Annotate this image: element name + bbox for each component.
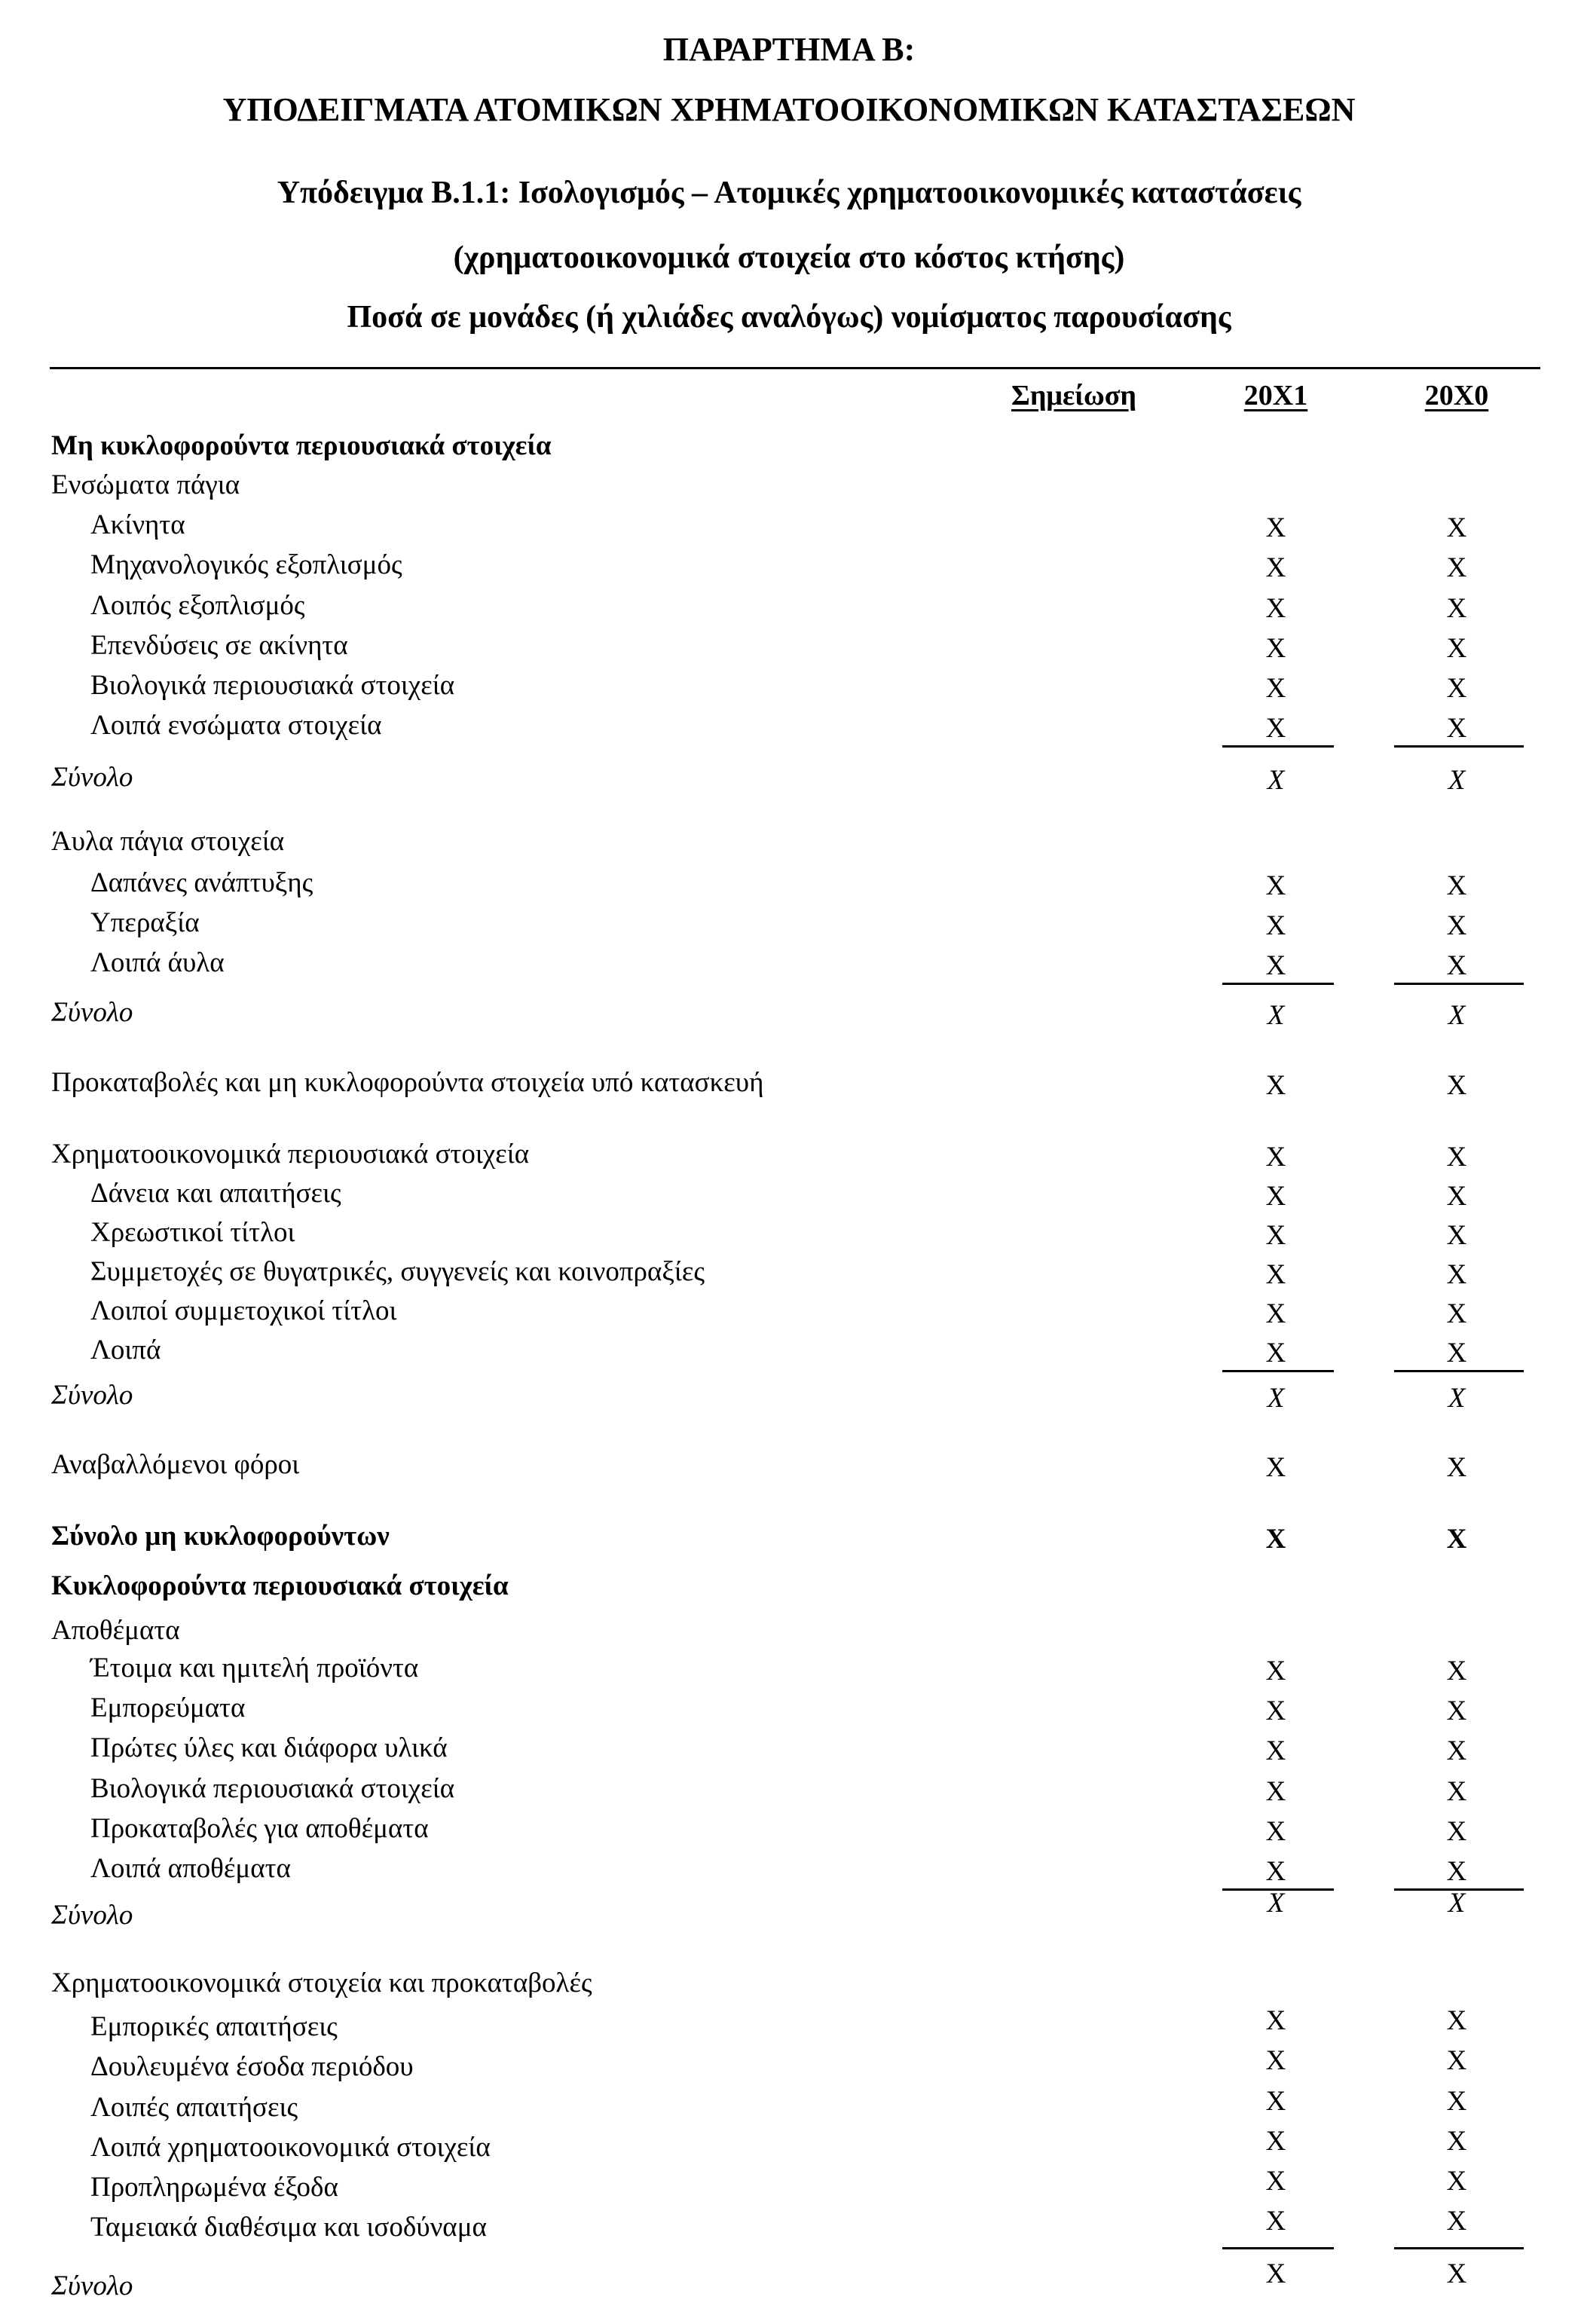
row-label: Βιολογικά περιουσιακά στοιχεία bbox=[90, 1773, 455, 1804]
value-20x1: X bbox=[1265, 1259, 1286, 1290]
column-header-20x0: 20X0 bbox=[1424, 380, 1489, 411]
row-label: Εμπορικές απαιτήσεις bbox=[90, 2011, 338, 2042]
value-20x0: X bbox=[1446, 1856, 1467, 1887]
value-20x0: X bbox=[1448, 765, 1466, 796]
value-20x1: X bbox=[1265, 593, 1286, 624]
value-20x0: X bbox=[1446, 673, 1467, 704]
value-20x1: X bbox=[1265, 870, 1286, 901]
table-row bbox=[0, 996, 1578, 1034]
annex-title: ΠΑΡΑΡΤΗΜΑ Β: bbox=[662, 31, 916, 68]
value-20x1: X bbox=[1265, 1070, 1286, 1101]
table-row bbox=[0, 1295, 1578, 1332]
subtotal-underline bbox=[1222, 2247, 1334, 2249]
value-20x1: X bbox=[1265, 1181, 1286, 1212]
table-row bbox=[0, 1812, 1578, 1850]
value-20x1: X bbox=[1265, 2086, 1286, 2117]
table-row bbox=[0, 549, 1578, 586]
row-label: Προκαταβολές για αποθέματα bbox=[90, 1813, 429, 1844]
table-row bbox=[0, 1967, 1578, 2004]
value-20x0: X bbox=[1446, 512, 1467, 543]
template-title: Υπόδειγμα Β.1.1: Ισολογισμός – Ατομικές χρηματοοικονομικές καταστάσεις bbox=[277, 176, 1301, 210]
table-row bbox=[0, 1216, 1578, 1254]
table-row bbox=[0, 1772, 1578, 1810]
table-row bbox=[0, 2166, 1578, 2209]
table-row bbox=[0, 907, 1578, 944]
row-label: Έτοιμα και ημιτελή προϊόντα bbox=[90, 1653, 419, 1683]
value-20x1: X bbox=[1265, 2206, 1286, 2237]
value-20x0: X bbox=[1446, 910, 1467, 941]
value-20x0: X bbox=[1446, 1735, 1467, 1766]
value-20x1: X bbox=[1265, 1524, 1286, 1555]
value-20x1: X bbox=[1265, 2005, 1286, 2036]
row-label: Λοιπά bbox=[90, 1335, 161, 1365]
row-label: Προκαταβολές και μη κυκλοφορούντα στοιχεία υπό κατασκευή bbox=[51, 1067, 764, 1098]
value-20x0: X bbox=[1446, 2258, 1467, 2289]
value-20x1: X bbox=[1267, 1383, 1285, 1414]
table-row bbox=[0, 1138, 1578, 1176]
value-20x0: X bbox=[1446, 633, 1467, 664]
value-20x0: X bbox=[1448, 1000, 1466, 1031]
row-label: Λοιπά αποθέματα bbox=[90, 1853, 291, 1884]
table-row bbox=[0, 1732, 1578, 1769]
table-row bbox=[0, 1334, 1578, 1371]
value-20x1: X bbox=[1265, 1696, 1286, 1726]
table-row bbox=[0, 1255, 1578, 1293]
value-20x1: X bbox=[1265, 713, 1286, 744]
value-20x1: X bbox=[1265, 2166, 1286, 2197]
value-20x0: X bbox=[1446, 2045, 1467, 2076]
row-label: Προπληρωμένα έξοδα bbox=[90, 2172, 338, 2203]
row-label: Αποθέματα bbox=[51, 1615, 180, 1646]
value-20x1: X bbox=[1265, 1816, 1286, 1847]
subtotal-underline bbox=[1394, 745, 1524, 748]
value-20x0: X bbox=[1446, 2086, 1467, 2117]
table-row bbox=[0, 1888, 1578, 1937]
column-header-note: Σημείωση bbox=[1011, 380, 1137, 411]
row-label: Σύνολο bbox=[51, 997, 133, 1028]
template-note: (χρηματοοικονομικά στοιχεία στο κόστος κτήσης) bbox=[453, 240, 1125, 275]
value-20x1: X bbox=[1265, 552, 1286, 583]
column-header-20x1: 20X1 bbox=[1243, 380, 1308, 411]
row-label: Λοιπές απαιτήσεις bbox=[90, 2092, 298, 2123]
table-row bbox=[0, 509, 1578, 546]
annex-subtitle: ΥΠΟΔΕΙΓΜΑΤΑ ΑΤΟΜΙΚΩΝ ΧΡΗΜΑΤΟΟΙΚΟΝΟΜΙΚΩΝ ΚΑΤΑΣΤΑΣΕΩΝ bbox=[222, 91, 1356, 128]
value-20x0: X bbox=[1446, 1259, 1467, 1290]
value-20x1: X bbox=[1265, 1220, 1286, 1251]
row-label: Υπεραξία bbox=[90, 907, 200, 938]
value-20x0: X bbox=[1446, 2005, 1467, 2036]
row-label: Λοιπά ενσώματα στοιχεία bbox=[90, 710, 382, 741]
row-label: Μη κυκλοφορούντα περιουσιακά στοιχεία bbox=[51, 430, 552, 461]
value-20x0: X bbox=[1446, 593, 1467, 624]
row-label: Σύνολο μη κυκλοφορούντων bbox=[51, 1521, 390, 1552]
value-20x0: X bbox=[1446, 2206, 1467, 2237]
value-20x0: X bbox=[1446, 1142, 1467, 1173]
table-row bbox=[0, 2005, 1578, 2048]
table-row bbox=[0, 469, 1578, 506]
value-20x0: X bbox=[1446, 713, 1467, 744]
row-label: Σύνολο bbox=[51, 1380, 133, 1411]
value-20x1: X bbox=[1265, 673, 1286, 704]
value-20x0: X bbox=[1446, 1816, 1467, 1847]
value-20x0: X bbox=[1446, 1656, 1467, 1686]
value-20x1: X bbox=[1265, 1856, 1286, 1887]
value-20x0: X bbox=[1446, 1070, 1467, 1101]
subtotal-underline bbox=[1222, 983, 1334, 985]
table-row bbox=[0, 2258, 1578, 2307]
value-20x0: X bbox=[1448, 1888, 1466, 1919]
value-20x0: X bbox=[1446, 1338, 1467, 1368]
table-row bbox=[0, 1379, 1578, 1417]
value-20x1: X bbox=[1265, 1142, 1286, 1173]
value-20x0: X bbox=[1446, 552, 1467, 583]
value-20x1: X bbox=[1265, 2258, 1286, 2289]
table-row bbox=[0, 1066, 1578, 1104]
value-20x0: X bbox=[1446, 950, 1467, 981]
row-label: Ενσώματα πάγια bbox=[51, 469, 240, 500]
row-label: Πρώτες ύλες και διάφορα υλικά bbox=[90, 1732, 448, 1763]
table-row bbox=[0, 946, 1578, 984]
table-row bbox=[0, 1448, 1578, 1486]
row-label: Λοιπά άυλα bbox=[90, 947, 225, 978]
table-row bbox=[0, 430, 1578, 467]
value-20x1: X bbox=[1265, 2126, 1286, 2157]
table-row bbox=[0, 2045, 1578, 2088]
table-row bbox=[0, 2206, 1578, 2249]
value-20x1: X bbox=[1267, 1888, 1285, 1919]
value-20x0: X bbox=[1446, 1452, 1467, 1483]
row-label: Βιολογικά περιουσιακά στοιχεία bbox=[90, 670, 455, 701]
row-label: Σύνολο bbox=[51, 1900, 133, 1931]
table-row bbox=[0, 1520, 1578, 1558]
table-row bbox=[0, 1614, 1578, 1652]
table-row bbox=[0, 825, 1578, 863]
row-label: Μηχανολογικός εξοπλισμός bbox=[90, 549, 402, 580]
row-label: Χρηματοοικονομικά στοιχεία και προκαταβολές bbox=[51, 1968, 592, 1998]
value-20x0: X bbox=[1446, 1776, 1467, 1807]
row-label: Δαπάνες ανάπτυξης bbox=[90, 867, 313, 898]
row-label: Άυλα πάγια στοιχεία bbox=[51, 826, 285, 857]
row-label: Λοιπά χρηματοοικονομικά στοιχεία bbox=[90, 2132, 491, 2163]
table-row bbox=[0, 629, 1578, 667]
value-20x1: X bbox=[1265, 512, 1286, 543]
row-label: Δάνεια και απαιτήσεις bbox=[90, 1178, 341, 1209]
subtotal-underline bbox=[1222, 745, 1334, 748]
value-20x0: X bbox=[1446, 2126, 1467, 2157]
value-20x0: X bbox=[1446, 1298, 1467, 1329]
table-row bbox=[0, 1692, 1578, 1729]
value-20x1: X bbox=[1265, 1776, 1286, 1807]
value-20x1: X bbox=[1267, 1000, 1285, 1031]
value-20x0: X bbox=[1446, 870, 1467, 901]
value-20x0: X bbox=[1446, 1524, 1467, 1555]
value-20x1: X bbox=[1265, 910, 1286, 941]
value-20x1: X bbox=[1265, 1735, 1286, 1766]
row-label: Εμπορεύματα bbox=[90, 1693, 246, 1723]
header-rule bbox=[50, 367, 1540, 369]
value-20x1: X bbox=[1265, 633, 1286, 664]
subtotal-underline bbox=[1394, 983, 1524, 985]
table-row bbox=[0, 1652, 1578, 1689]
value-20x1: X bbox=[1265, 950, 1286, 981]
table-row bbox=[0, 1852, 1578, 1890]
subtotal-underline bbox=[1394, 2247, 1524, 2249]
row-label: Λοιποί συμμετοχικοί τίτλοι bbox=[90, 1295, 397, 1326]
value-20x1: X bbox=[1265, 1452, 1286, 1483]
value-20x1: X bbox=[1265, 1656, 1286, 1686]
row-label: Λοιπός εξοπλισμός bbox=[90, 590, 305, 621]
value-20x1: X bbox=[1265, 1298, 1286, 1329]
row-label: Ταμειακά διαθέσιμα και ισοδύναμα bbox=[90, 2212, 487, 2243]
value-20x0: X bbox=[1446, 1696, 1467, 1726]
table-row bbox=[0, 1570, 1578, 1607]
table-row bbox=[0, 761, 1578, 799]
row-label: Ακίνητα bbox=[90, 509, 185, 540]
table-row bbox=[0, 2126, 1578, 2169]
table-row bbox=[0, 589, 1578, 627]
row-label: Συμμετοχές σε θυγατρικές, συγγενείς και κοινοπραξίες bbox=[90, 1256, 705, 1287]
subtotal-underline bbox=[1222, 1370, 1334, 1372]
table-row bbox=[0, 2086, 1578, 2129]
value-20x0: X bbox=[1446, 2166, 1467, 2197]
table-row bbox=[0, 709, 1578, 747]
value-20x0: X bbox=[1448, 1383, 1466, 1414]
row-label: Επενδύσεις σε ακίνητα bbox=[90, 630, 348, 661]
value-20x1: X bbox=[1265, 1338, 1286, 1368]
table-row bbox=[0, 669, 1578, 707]
table-row bbox=[0, 1177, 1578, 1215]
row-label: Σύνολο bbox=[51, 2270, 133, 2301]
row-label: Χρηματοοικονομικά περιουσιακά στοιχεία bbox=[51, 1139, 530, 1170]
row-label: Κυκλοφορούντα περιουσιακά στοιχεία bbox=[51, 1570, 509, 1601]
row-label: Χρεωστικοί τίτλοι bbox=[90, 1217, 295, 1248]
row-label: Σύνολο bbox=[51, 762, 133, 793]
table-row bbox=[0, 867, 1578, 904]
row-label: Δουλευμένα έσοδα περιόδου bbox=[90, 2051, 414, 2082]
amounts-note: Ποσά σε μονάδες (ή χιλιάδες αναλόγως) νομίσματος παρουσίασης bbox=[347, 300, 1231, 335]
subtotal-underline bbox=[1394, 1370, 1524, 1372]
value-20x0: X bbox=[1446, 1181, 1467, 1212]
value-20x1: X bbox=[1265, 2045, 1286, 2076]
value-20x0: X bbox=[1446, 1220, 1467, 1251]
row-label: Αναβαλλόμενοι φόροι bbox=[51, 1449, 300, 1480]
value-20x1: X bbox=[1267, 765, 1285, 796]
